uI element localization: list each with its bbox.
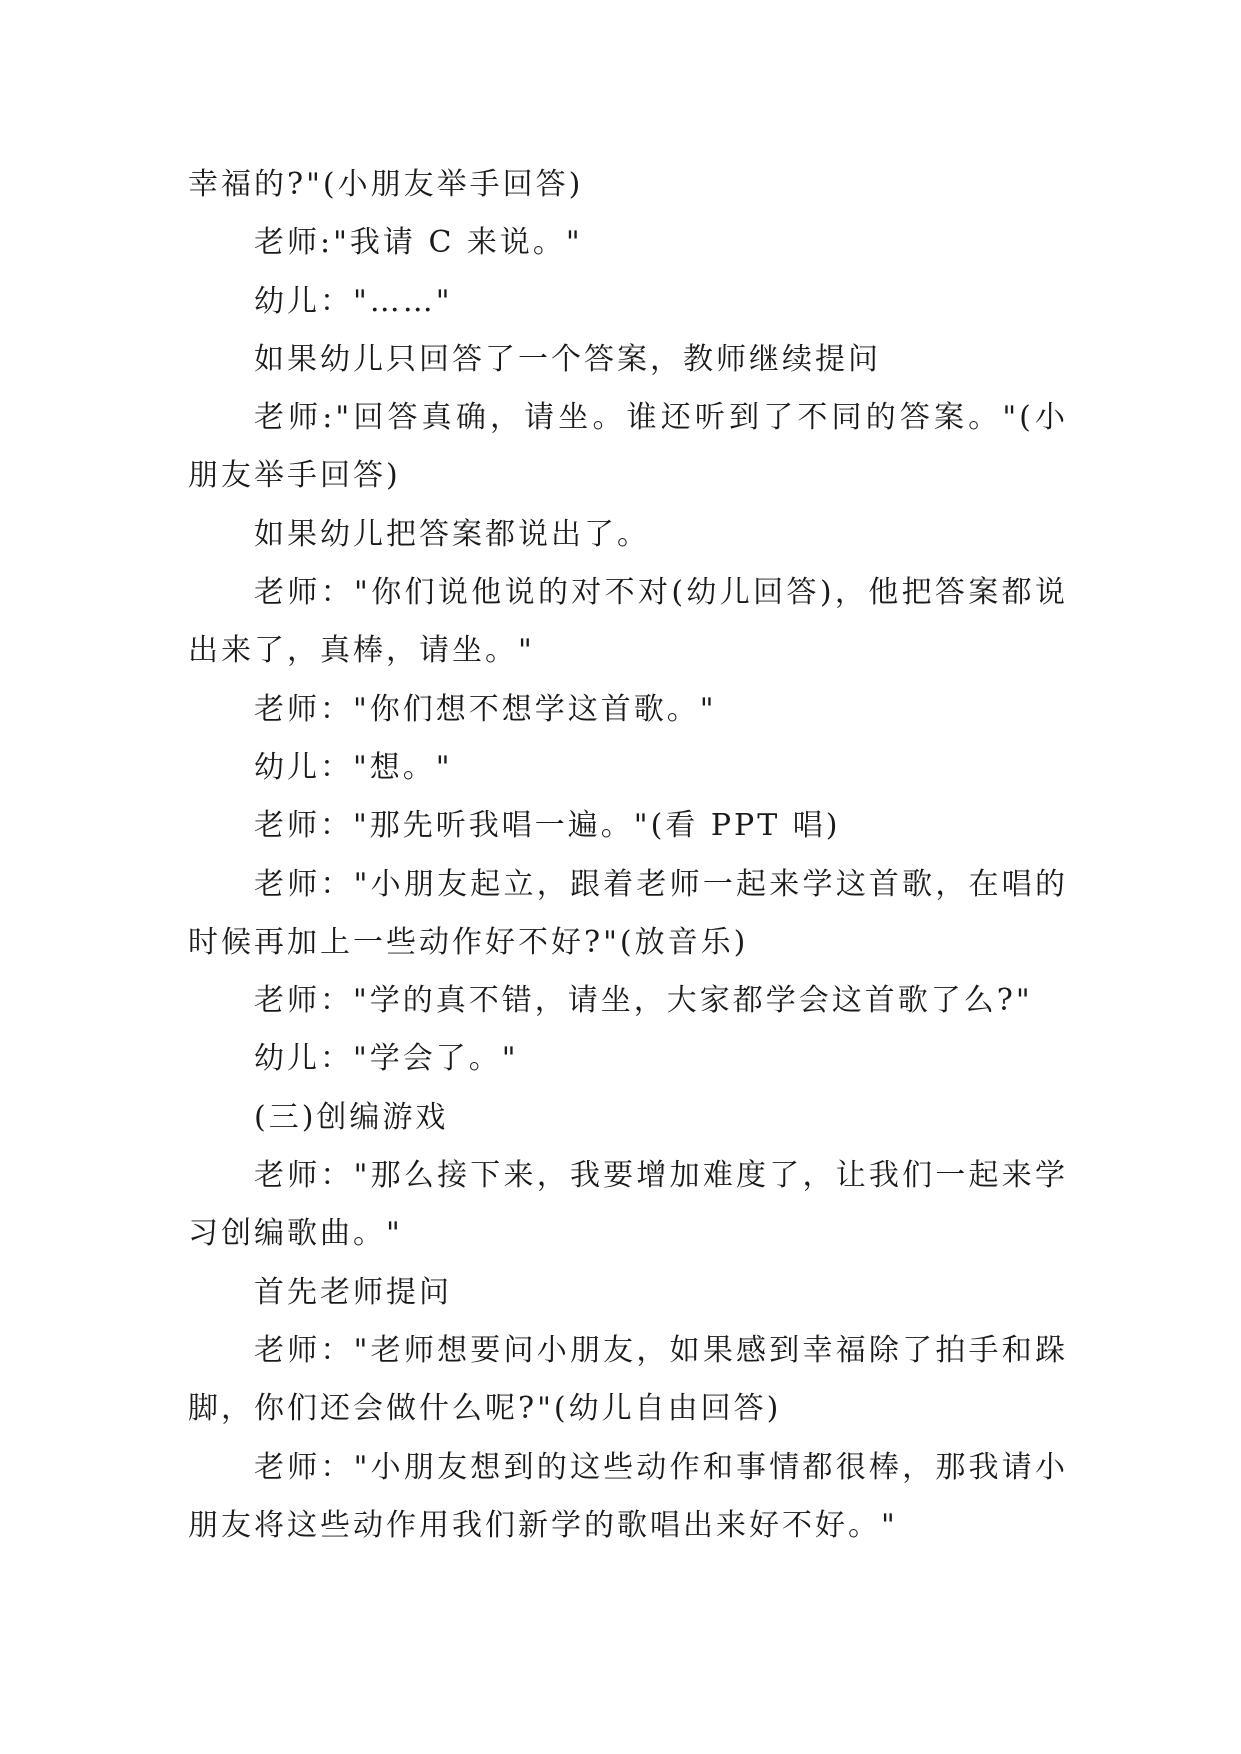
section-heading: (三)创编游戏 (254, 1099, 449, 1135)
paragraph: 老师："学的真不错，请坐，大家都学会这首歌了么?" (254, 983, 1033, 1019)
paragraph: 幼儿："想。" (254, 749, 453, 785)
paragraph: 首先老师提问 (254, 1274, 452, 1310)
paragraph: 老师："小朋友想到的这些动作和事情都很棒，那我请小朋友将这些动作用我们新学的歌唱出来好不好。" (188, 1449, 1068, 1543)
paragraph: 老师："你们想不想学这首歌。" (254, 691, 717, 727)
paragraph: 幸福的?"(小朋友举手回答) (188, 167, 584, 202)
document-body (188, 156, 1068, 1555)
paragraph: 老师："那么接下来，我要增加难度了，让我们一起来学习创编歌曲。" (188, 1158, 1068, 1252)
paragraph: 如果幼儿把答案都说出了。 (254, 516, 650, 552)
paragraph: 如果幼儿只回答了一个答案，教师继续提问 (254, 341, 881, 377)
paragraph: 老师："老师想要问小朋友，如果感到幸福除了拍手和跺脚，你们还会做什么呢?"(幼儿自由回答) (188, 1332, 1068, 1427)
paragraph: 幼儿："……" (254, 283, 453, 319)
paragraph: 幼儿："学会了。" (254, 1041, 519, 1077)
paragraph: 老师:"我请 C 来说。" (254, 225, 583, 261)
paragraph: 老师："你们说他说的对不对(幼儿回答)，他把答案都说出来了，真棒，请坐。" (188, 575, 1068, 669)
paragraph: 老师："那先听我唱一遍。"(看 PPT 唱) (254, 808, 841, 844)
paragraph: 老师："小朋友起立，跟着老师一起来学这首歌，在唱的时候再加上一些动作好不好?"(放音乐) (188, 866, 1068, 960)
paragraph: 老师:"回答真确，请坐。谁还听到了不同的答案。"(小朋友举手回答) (188, 400, 1068, 494)
